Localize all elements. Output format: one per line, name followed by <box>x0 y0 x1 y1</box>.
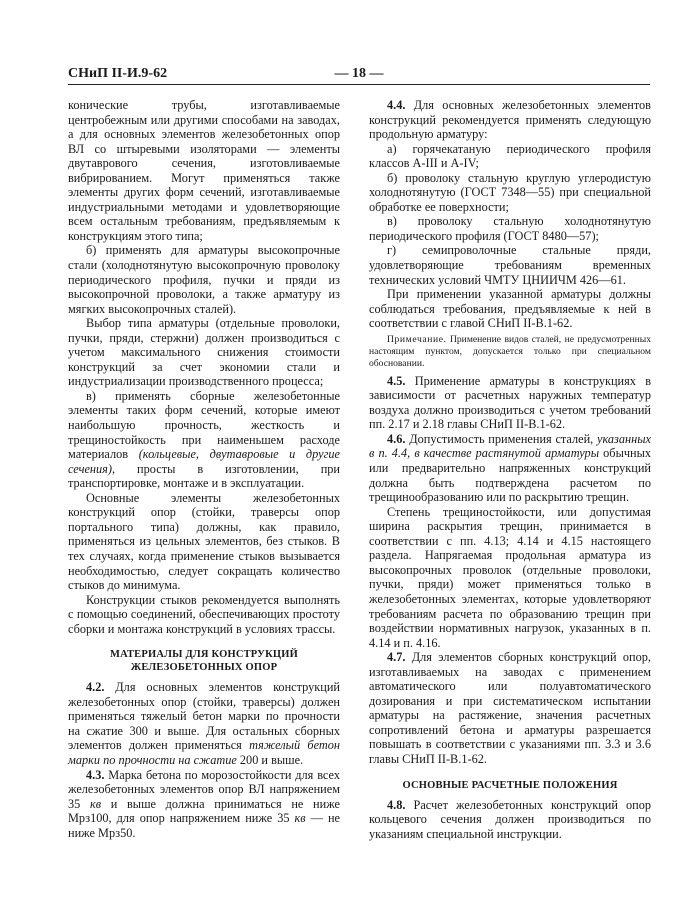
clause-4-4 <box>369 98 651 142</box>
note-label: Примечание. <box>387 333 447 345</box>
document-code: СНиП II-И.9-62 <box>68 66 168 81</box>
page-header <box>68 66 650 85</box>
clause-number: 4.7. <box>387 650 406 665</box>
clause-number: 4.6. <box>387 431 406 446</box>
text-run: Расчет железобетонных конструкций опор кольцевого сечения должен производиться по указаниям специальной инструкции. <box>369 797 651 841</box>
paragraph: Конструкции стыков рекомендуется выполнять с помощью соединений, обеспечивающих простоту сборки и монтажа конструкций в условиях трассы. <box>68 592 340 636</box>
page-number: — 18 — <box>334 66 384 81</box>
clause-4-2 <box>68 680 340 767</box>
clause-number: 4.5. <box>387 373 406 388</box>
list-item: в) проволоку стальную холоднотянутую периодического профиля (ГОСТ 8480—57); <box>369 214 651 243</box>
paragraph <box>68 389 340 491</box>
italic-text: указанных в п. 4.4, в качестве растянутой арматуры <box>369 431 651 461</box>
text-run: Применение арматуры в конструкциях в зависимости от расчетных наружных температур воздуха должно производиться с учетом требований пп. 2.17 и 2.18 главы СНиП II-В.1-62. <box>369 373 651 432</box>
note <box>369 334 651 370</box>
text-run: 200 и выше. <box>236 752 304 767</box>
paragraph: Выбор типа арматуры (отдельные проволоки, пучки, пряди, стержни) должен производиться с учетом максимального снижения стоимости конструкций за счет экономии стали и индустриализации производственного процесса; <box>68 316 340 389</box>
section-heading-line: МАТЕРИАЛЫ ДЛЯ КОНСТРУКЦИЙ <box>109 649 298 661</box>
text-run: , просты в изготовлении, при транспортировке, монтаже и в эксплуатации. <box>68 461 340 491</box>
paragraph: конические трубы, изготавливаемые центробежным или другими способами на заводах, а для основных элементов железобетонных опор ВЛ со штыревыми изоляторами — элементы двутаврового сечения, изготовливаемые вибрированием. Могут применяться также элементы других форм сечений, изготавливаемые индустриальными методами и удовлетворяющие всем остальным требованиям, предъявляемым к конструкциям этого типа; <box>68 98 340 243</box>
text-run: в) применять сборные железобетонные элементы таких форм сечений, которые имеют наибольшую прочность, жесткость и трещиностойкость при наименьшем расходе материалов <box>68 388 340 462</box>
note-text: Применение видов сталей, не предусмотренных настоящим пунктом, допускается только при специальном обосновании. <box>369 333 651 369</box>
section-heading: ОСНОВНЫЕ РАСЧЕТНЫЕ ПОЛОЖЕНИЯ <box>402 779 618 791</box>
paragraph: При применении указанной арматуры должны соблюдаться требования, предъявляемые к ней в соответствии с главой СНиП II-В.1-62. <box>369 287 651 331</box>
text-run: Допустимость применения сталей, <box>405 431 597 446</box>
right-column <box>369 98 651 841</box>
paragraph: Степень трещиностойкости, или допустимая ширина раскрытия трещин, принимается в соответствии с пп. 4.13; 4.14 и 4.15 настоящего раздела. Напрягаемая продольная арматура из высокопрочных проволок (отдельные проволоки, пучки, пряди) может применяться только в железобетонных элементах, которые удовлетворяют требованиям расчета по образованию трещин при воздействии нормативных нагрузок, указанных в п. 4.14 и п. 4.16. <box>369 504 651 650</box>
text-run: Для элементов сборных конструкций опор, изготавливаемых на заводах с применением автоматического или полуавтоматического дозирования и при систематическом испытании арматуры на растяжение, значения расчетных сопротивлений бетона и арматуры разрешается повышать в соответствии с указаниями пп. 3.3 и 3.6 главы СНиП II-В.1-62. <box>369 650 651 766</box>
unit-text: кв <box>294 811 306 826</box>
unit-text: кв <box>89 796 102 811</box>
section-heading-line: ЖЕЛЕЗОБЕТОННЫХ ОПОР <box>130 662 278 674</box>
text-run: — не ниже Мрз50. <box>68 811 341 840</box>
section-heading <box>68 648 340 674</box>
text-run: Для основных железобетонных элементов конструкций рекомендуется применять следующую продольную арматуру: <box>369 98 651 142</box>
list-item: а) горячекатаную периодического профиля классов А-III и А-IV; <box>369 141 651 171</box>
italic-text: (кольцевые, двутавровые и другие сечения) <box>68 447 340 476</box>
clause-4-7 <box>369 650 651 766</box>
clause-4-5 <box>369 374 651 432</box>
clause-number: 4.4. <box>387 98 406 112</box>
clause-4-3 <box>68 768 340 841</box>
list-item: г) семипроволочные стальные пряди, удовлетворяющие требованиям временных технических условий ЧМТУ ЦНИИЧМ 426—61. <box>369 243 651 287</box>
text-run: Для основных элементов конструкций железобетонных опор (стойки, траверсы) должен применяться тяжелый бетон марки по прочности на сжатие 300 и выше. Для остальных сборных элементов должен применяться <box>68 680 340 753</box>
clause-number: 4.3. <box>86 767 105 782</box>
paragraph: Основные элементы железобетонных конструкций опор (стойки, траверсы опор портального типа) должны, как правило, применяться из цельных элементов, без стыков. В тех случаях, когда применение стыков вызывается необходимостью, следует сокращать количество стыков до минимума. <box>68 490 340 593</box>
text-run: Марка бетона по морозостойкости для всех железобетонных элементов опор ВЛ напряжением 35 <box>68 767 340 811</box>
clause-number: 4.2. <box>86 680 105 695</box>
clause-4-6 <box>369 432 651 505</box>
paragraph: б) применять для арматуры высокопрочные стали (холоднотянутую высокопрочную проволоку периодического профиля, пучки и пряди из высокопрочной проволоки, а также арматуру из мягких высокопрочных сталей). <box>68 243 340 316</box>
text-run: обычных или предварительно напряженных конструкций должна быть подтверждена расчетом по трещинообразованию или по раскрытию трещин. <box>369 446 652 505</box>
clause-number: 4.8. <box>387 797 406 812</box>
clause-4-8 <box>369 798 651 842</box>
text-run: и выше должна приниматься не ниже Мрз100, для опор напряжением ниже 35 <box>68 796 340 826</box>
left-column <box>68 98 340 840</box>
italic-text: тяжелый бетон марки по прочности на сжатие <box>68 738 340 767</box>
list-item: б) проволоку стальную круглую углеродистую холоднотянутую (ГОСТ 7348—55) при специальной обработке ее поверхности; <box>369 170 651 214</box>
